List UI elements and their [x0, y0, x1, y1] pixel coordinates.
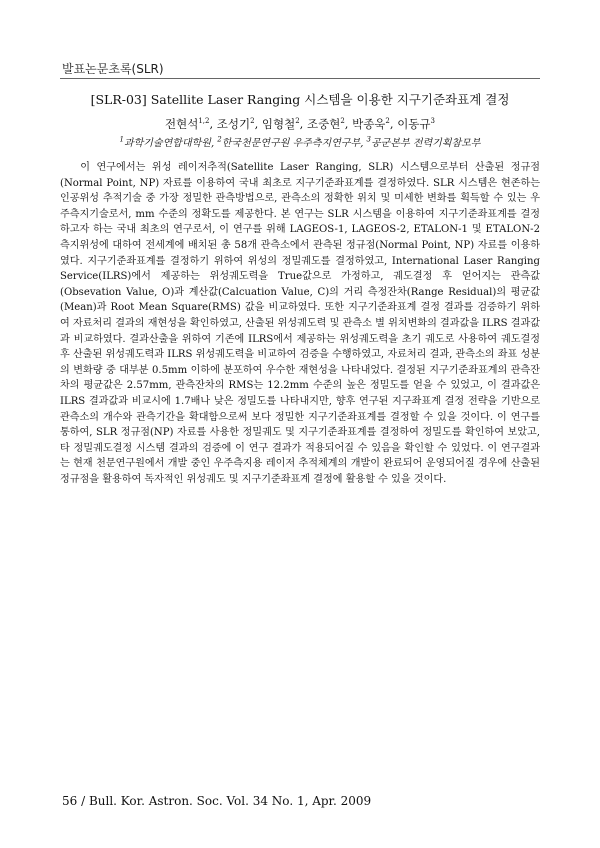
affiliation-mark: 3: [366, 135, 372, 144]
page-footer: 56 / Bull. Kor. Astron. Soc. Vol. 34 No. 1, Apr. 2009: [62, 794, 372, 808]
section-label: 발표논문초록(SLR): [62, 62, 164, 76]
author-name: 조성기: [216, 117, 251, 131]
affiliation-mark: 2: [217, 135, 222, 144]
affiliation-name: 과학기술연합대학원: [123, 138, 211, 149]
affiliation-list: $^1$과학기술연합대학원, $^2$한국천문연구원 우주측지연구부, $^3$공군본부 전력기획참모부: [119, 135, 481, 149]
author-name: 조중현: [306, 117, 341, 131]
affiliation-mark: 1: [119, 135, 124, 144]
author-list: 전현석$^{1,2}$, 조성기$^2$, 임형철$^2$, 조중현$^2$, 박종욱$^2$, 이동규$^3$: [164, 117, 435, 131]
affiliation-name: 한국천문연구원 우주측지연구부: [221, 138, 361, 149]
author-affiliation-mark: 1,2: [198, 117, 210, 126]
author-name: 박종욱: [352, 117, 386, 131]
affiliation-name: 공군본부 전력기획참모부: [371, 138, 481, 149]
author-name: 전현석: [164, 117, 199, 131]
author-affiliation-mark: 2: [340, 117, 345, 126]
author-name: 이동규: [397, 117, 431, 131]
author-affiliation-mark: 3: [430, 117, 435, 126]
author-name: 임형철: [261, 117, 296, 131]
paper-title: [SLR-03] Satellite Laser Ranging 시스템을 이용한 지구기준좌표계 결정: [90, 92, 510, 107]
author-affiliation-mark: 2: [295, 117, 300, 126]
abstract-body: 이 연구에서는 위성 레이저추적(Satellite Laser Ranging, SLR) 시스템으로부터 산출된 정규점(Normal Point, NP) 자료를 이용하여 국내 최초로 지구기준좌표계를 결정하였다. SLR 시스템은 현존하는 인공위성 추적기술 중 가장 정밀한 관측방법으로, 관측소의 정확한 위치 및 미세한 변화를 획득할 수 있는 우주측지기술로서, mm 수준의 정확도를 제공한다. 본 연구는 SLR 시스템을 이용하여 지구기준좌표계를 결정하고자 하는 국내 최초의 연구로서, 이 연구를 위해 LAGEOS-1, LAGEOS-2, ETALON-1 및 ETALON-2 측지위성에 대하여 전세계에 배치된 총 58개 관측소에서 관측된 정규점(Normal Point, NP) 자료를 이용하였다. 지구기준좌표계를 결정하기 위하여 위성의 정밀궤도를 결정하였고, International Laser Ranging Service(ILRS)에서 제공하는 위성궤도력을 True값으로 가정하고, 궤도결정 후 얻어지는 관측값(Obsevation Value, O)과 계산값(Calcuation Value, C)의 거리 측정잔차(Range Residual)의 평균값(Mean)과 Root Mean Square(RMS) 값을 비교하였다. 또한 지구기준좌표계 결정 결과를 검증하기 위하여 자료처리 결과의 재현성을 확인하였고, 산출된 위성궤도력 및 관측소 별 위치변화의 결과값을 ILRS 결과값과 비교하였다. 결과산출을 위하여 기존에 ILRS에서 제공하는 위성궤도력을 초기 궤도로 사용하여 궤도결정 후 산출된 위성궤도력과 ILRS 위성궤도력을 비교하여 검증을 수행하였고, 자료처리 결과, 관측소의 좌표 성분의 변화량 중 대부분 0.5mm 이하에 분포하여 우수한 재현성을 나타내었다. 결정된 지구기준좌표계의 관측잔차의 평균값은 2.57mm, 관측잔차의 RMS는 12.2mm 수준의 높은 정밀도를 얻을 수 있었고, 이 결과값은 ILRS 결과값과 비교시에 1.7배나 낮은 정밀도를 나타내지만, 향후 연구된 지구좌표계 결정 전략을 기반으로 관측소의 개수와 관측기간을 확대함으로써 보다 정밀한 지구기준좌표계를 결정할 수 있을 것이다. 이 연구를 통하여, SLR 정규점(NP) 자료를 사용한 정밀궤도 및 지구기준좌표계를 결정하여 정밀도를 확인하여 보았고, 타 정밀궤도결정 시스템 결과의 검증에 이 연구 결과가 적용되어질 수 있음을 확인할 수 있었다. 이 연구결과는 현재 천문연구원에서 개발 중인 우주측지용 레이저 추적체계의 개발이 완료되어 운영되어질 경우에 산출된 정규점을 활용하여 독자적인 위성궤도 및 지구기준좌표계 결정에 활용할 수 있을 것이다.: [60, 162, 540, 485]
author-affiliation-mark: 2: [385, 117, 390, 126]
author-affiliation-mark: 2: [250, 117, 255, 126]
header-divider: [60, 78, 540, 79]
